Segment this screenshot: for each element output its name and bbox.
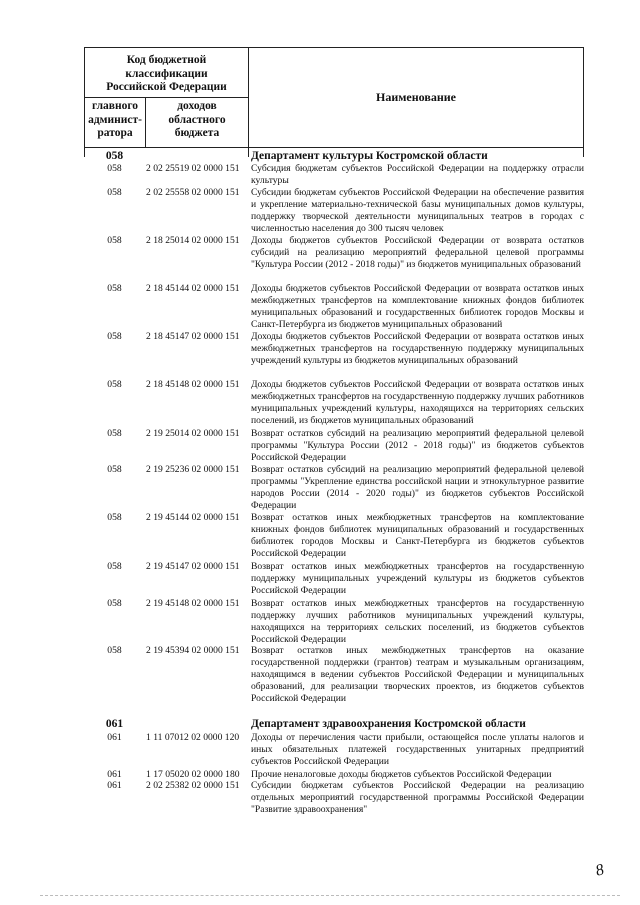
income-name: Возврат остатков иных межбюджетных трансфертов на государственную поддержку лучших работников муниципальных учреждений культуры, находящихся на территориях сельских поселений, из бюджетов субъектов Российской Федерации <box>251 598 584 645</box>
income-code: 2 18 25014 02 0000 151 <box>146 235 240 246</box>
budget-code-header <box>85 48 249 147</box>
admin-code: 061 <box>107 780 122 791</box>
income-name: Доходы от перечисления части прибыли, остающейся после уплаты налогов и иных обязательных платежей государственных унитарных предприятий субъектов Российской Федерации <box>251 732 584 767</box>
income-code: 2 02 25382 02 0000 151 <box>146 780 240 791</box>
income-name: Возврат остатков иных межбюджетных трансфертов на государственную поддержку муниципальных учреждений культуры из бюджетов субъектов Российской Федерации <box>251 561 584 596</box>
admin-code: 061 <box>107 732 122 743</box>
page-number: 8 <box>593 861 606 880</box>
income-code: 2 19 45147 02 0000 151 <box>146 561 240 572</box>
income-code: 2 02 25519 02 0000 151 <box>146 163 240 174</box>
income-name: Доходы бюджетов субъектов Российской Федерации от возврата остатков субсидий на реализацию мероприятий федеральной целевой программы "Культура России (2012 - 2018 годы)" из бюджетов муниципальных образований <box>251 235 584 270</box>
income-code: 2 18 45148 02 0000 151 <box>146 379 240 390</box>
income-code: 1 11 07012 02 0000 120 <box>146 732 240 743</box>
income-name: Возврат остатков субсидий на реализацию мероприятий федеральной целевой программы "Культура России (2012 - 2018 годы)" из бюджетов субъектов Российской Федерации <box>251 428 584 463</box>
admin-code: 058 <box>105 150 124 162</box>
scan-edge-noise <box>40 895 620 899</box>
income-name: Возврат остатков субсидий на реализацию мероприятий федеральной целевой программы "Укрепление единства российской нации и этнокультурное развитие народов России (2014 - 2020 годы)" из бюджетов субъектов Российской Федерации <box>251 464 584 511</box>
income-code: 2 18 45144 02 0000 151 <box>146 283 240 294</box>
income-code: 2 19 45148 02 0000 151 <box>146 598 240 609</box>
income-code: 2 02 25558 02 0000 151 <box>146 187 240 198</box>
admin-code: 058 <box>107 645 122 656</box>
admin-code: 061 <box>105 718 124 730</box>
income-name: Возврат остатков иных межбюджетных трансфертов на оказание государственной поддержки (грантов) театрам и музыкальным организациям, находящимся в ведении субъектов Российской Федерации и муниципальных образований, для реализации творческих проектов, из бюджетов субъектов Российской Федерации <box>251 645 584 704</box>
income-code: 2 19 45394 02 0000 151 <box>146 645 240 656</box>
income-code: 2 19 25236 02 0000 151 <box>146 464 240 475</box>
income-name: Субсидии бюджетам субъектов Российской Федерации на обеспечение развития и укрепление материально-технической базы муниципальных домов культуры, поддержку творческой деятельности муниципальных театров в городах с численностью населения до 300 тысяч человек <box>251 187 584 234</box>
main-administrator-header: главного админист- ратора <box>85 98 146 147</box>
income-name: Возврат остатков иных межбюджетных трансфертов на комплектование книжных фондов библиотек муниципальных образований и государственных библиотек городов Москвы и Санкт-Петербурга из бюджетов субъектов Российской Федерации <box>251 512 584 559</box>
budget-code-title: Код бюджетной классификации Российской Федерации <box>85 48 248 98</box>
admin-code: 061 <box>107 769 122 780</box>
income-name: Прочие неналоговые доходы бюджетов субъектов Российской Федерации <box>251 769 552 780</box>
department-name: Департамент здравоохранения Костромской области <box>251 718 526 730</box>
admin-code: 058 <box>107 331 122 342</box>
table-header <box>84 47 584 148</box>
income-code: 2 19 25014 02 0000 151 <box>146 428 240 439</box>
department-name: Департамент культуры Костромской области <box>251 150 488 162</box>
income-name: Доходы бюджетов субъектов Российской Федерации от возврата остатков иных межбюджетных трансфертов на комплектование книжных фондов библиотек муниципальных образований и государственных библиотек городов Москвы и Санкт-Петербурга из бюджетов муниципальных образований <box>251 283 584 330</box>
admin-code: 058 <box>107 235 122 246</box>
admin-code: 058 <box>107 464 122 475</box>
income-code: 1 17 05020 02 0000 180 <box>146 769 240 780</box>
admin-code: 058 <box>107 163 122 174</box>
income-code: 2 19 45144 02 0000 151 <box>146 512 240 523</box>
admin-code: 058 <box>107 512 122 523</box>
regional-income-header: доходов областного бюджета <box>168 100 226 139</box>
income-code: 2 18 45147 02 0000 151 <box>146 331 240 342</box>
admin-code: 058 <box>107 561 122 572</box>
admin-code: 058 <box>107 428 122 439</box>
admin-code: 058 <box>107 283 122 294</box>
admin-code: 058 <box>107 598 122 609</box>
income-name: Субсидии бюджетам субъектов Российской Федерации на реализацию отдельных мероприятий государственной программы Российской Федерации "Развитие здравоохранения" <box>251 780 584 815</box>
income-name: Доходы бюджетов субъектов Российской Федерации от возврата остатков иных межбюджетных трансфертов на государственную поддержку муниципальных учреждений культуры из бюджетов муниципальных образований <box>251 331 584 366</box>
admin-code: 058 <box>107 379 122 390</box>
admin-code: 058 <box>107 187 122 198</box>
table-border-middle <box>248 147 249 157</box>
income-name: Доходы бюджетов субъектов Российской Федерации от возврата остатков иных межбюджетных трансфертов на государственную поддержку лучших работников муниципальных учреждений культуры, находящихся на территориях сельских поселений, из бюджетов муниципальных образований <box>251 379 584 426</box>
income-name: Субсидия бюджетам субъектов Российской Федерации на поддержку отрасли культуры <box>251 163 584 186</box>
name-header: Наименование <box>376 90 456 104</box>
